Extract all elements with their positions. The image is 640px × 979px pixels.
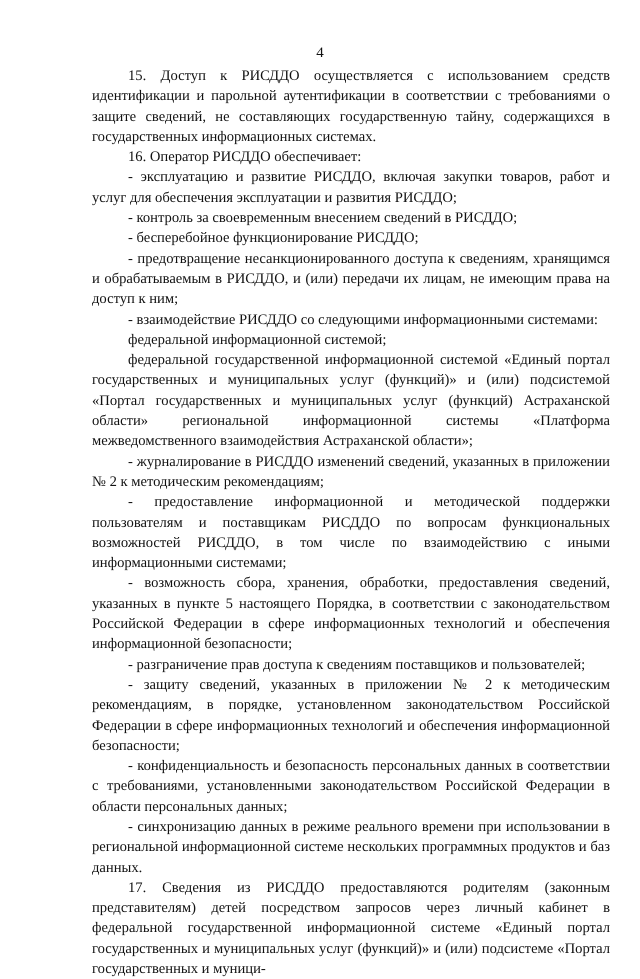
list-item-data-processing: - возможность сбора, хранения, обработки, предоставления сведений, указанных в пункте 5 настоящего Порядка, в соответствии с законодательством Российской Федерации в сфере информационных технологий и обеспечения информационной безопасности; bbox=[92, 575, 610, 653]
paragraph-17-information-provision: 17. Сведения из РИСДДО предоставляются родителям (законным представителям) детей посредством запросов через личный кабинет в федеральной государственной информационной системе «Единый портал государственных и муниципальных услуг (функций)» и (или) подсистеме «Портал государственных и муници- bbox=[92, 879, 610, 978]
paragraph-15-access: 15. Доступ к РИСДДО осуществляется с использованием средств идентификации и парольной аутентификации в соответствии с требованиями о защите сведений, не составляющих государственную тайну, содержащихся в государственных информационных системах. bbox=[92, 68, 610, 145]
list-item-uninterrupted-operation: - бесперебойное функционирование РИСДДО; bbox=[128, 230, 419, 247]
list-item-operation-development: - эксплуатацию и развитие РИСДДО, включая закупки товаров, работ и услуг для обеспечения эксплуатации и развития РИСДДО; bbox=[92, 169, 610, 206]
list-item-timely-entry-control: - контроль за своевременным внесением сведений в РИСДДО; bbox=[128, 210, 518, 227]
list-item-change-logging: - журналирование в РИСДДО изменений сведений, указанных в приложении № 2 к методическим рекомендациям; bbox=[92, 453, 610, 490]
list-item-public-services-portal: федеральной государственной информационной системой «Единый портал государственных и муниципальных услуг (функций)» и (или) подсистемой «Портал государственных и муниципальных услуг (функций) Астраханской области» региональной информационной системы «Платформа межведомственного взаимодействия Астраханской области»; bbox=[92, 352, 610, 450]
list-item-system-interaction: - взаимодействие РИСДДО со следующими информационными системами: bbox=[128, 311, 598, 328]
list-item-federal-system: федеральной информационной системой; bbox=[128, 331, 387, 348]
list-item-real-time-sync: - синхронизацию данных в режиме реального времени при использовании в региональной информационной системе нескольких программных продуктов и баз данных. bbox=[92, 818, 610, 876]
list-item-access-rights: - разграничение прав доступа к сведениям поставщиков и пользователей; bbox=[128, 656, 586, 673]
list-item-unauthorized-access-prevention: - предотвращение несанкционированного доступа к сведениям, хранящимся и обрабатываемым в РИСДДО, и (или) передачи их лицам, не имеющим права на доступ к ним; bbox=[92, 250, 610, 308]
page-number: 4 bbox=[316, 45, 324, 61]
list-item-personal-data-security: - конфиденциальность и безопасность персональных данных в соответствии с требованиями, установленными законодательством Российской Федерации в области персональных данных; bbox=[92, 758, 610, 815]
list-item-user-support: - предоставление информационной и методической поддержки пользователям и поставщикам РИСДДО по вопросам функциональных возможностей РИСДДО, в том числе по взаимодействию с иными информационными системами; bbox=[92, 494, 610, 572]
document-body bbox=[92, 66, 610, 979]
paragraph-16-operator: 16. Оператор РИСДДО обеспечивает: bbox=[128, 149, 362, 166]
list-item-data-protection: - защиту сведений, указанных в приложении № 2 к методическим рекомендациям, в порядке, установленном законодательством Российской Федерации в сфере информационных технологий и обеспечения информационной безопасности; bbox=[92, 676, 610, 754]
